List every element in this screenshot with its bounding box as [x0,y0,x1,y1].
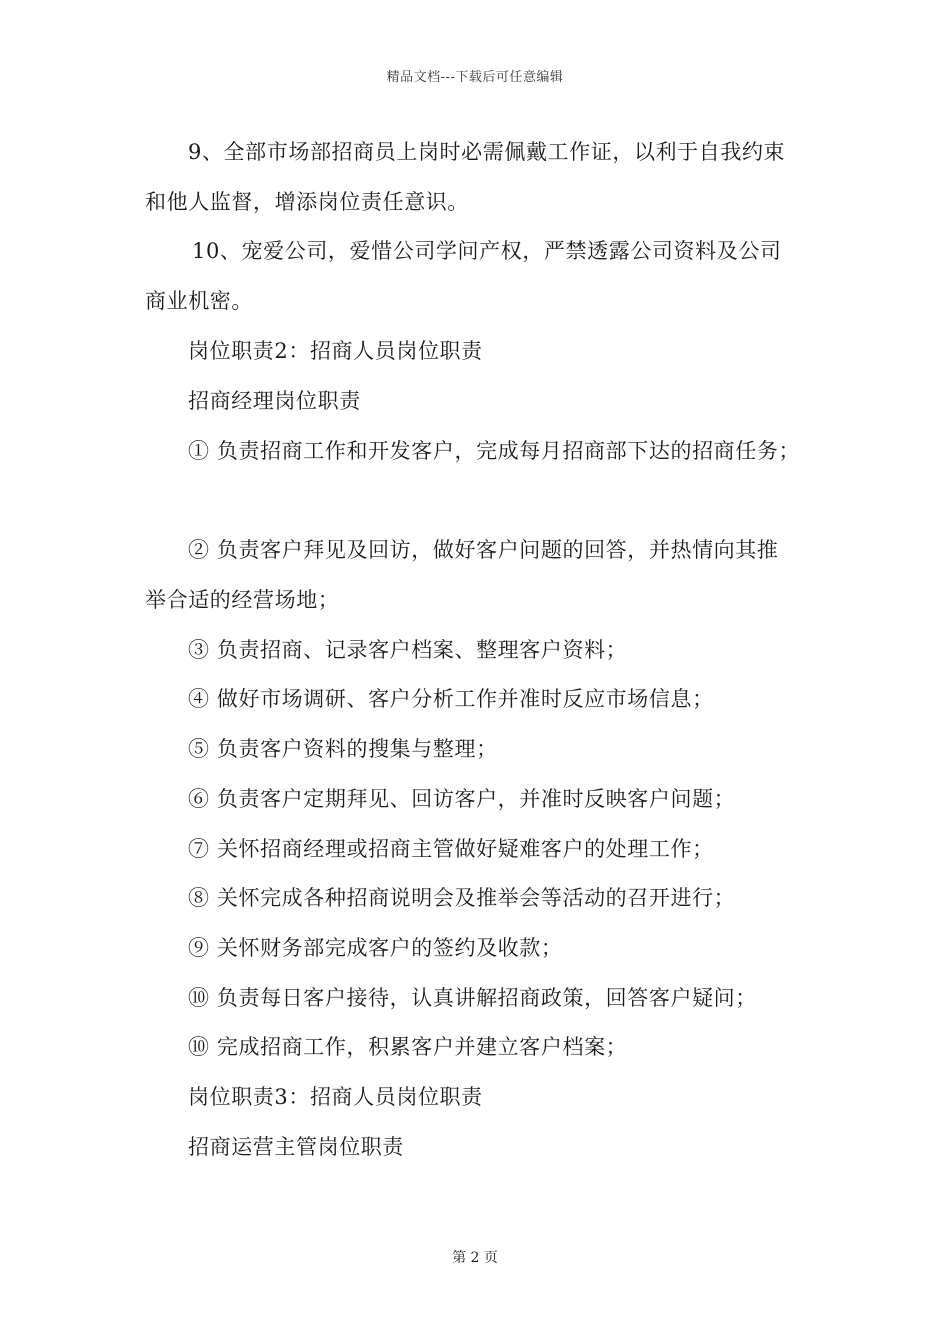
duty-item-2-cont: 举合适的经营场地； [145,588,340,612]
section-heading-3: 岗位职责3：招商人员岗位职责 [188,1085,483,1109]
duty-item-4: ④ 做好市场调研、客户分析工作并准时反应市场信息； [188,687,714,711]
duty-item-5: ⑤ 负责客户资料的搜集与整理； [188,737,498,761]
duty-item-3: ③ 负责招商、记录客户档案、整理客户资料； [188,638,628,662]
duty-item-7: ⑦ 关怀招商经理或招商主管做好疑难客户的处理工作； [188,837,714,861]
paragraph-line-1: 9、全部市场部招商员上岗时必需佩戴工作证，以利于自我约束 [188,140,786,164]
duty-item-9: ⑨ 关怀财务部完成客户的签约及收款； [188,936,563,960]
duty-item-1: ① 负责招商工作和开发客户，完成每月招商部下达的招商任务； [188,439,801,463]
subsection-heading-supervisor: 招商运营主管岗位职责 [188,1135,404,1159]
duty-item-6: ⑥ 负责客户定期拜见、回访客户，并准时反映客户问题； [188,787,736,811]
paragraph-line-2: 和他人监督，增添岗位责任意识。 [145,190,469,214]
duty-item-10: ⑩ 负责每日客户接待，认真讲解招商政策，回答客户疑问； [188,986,757,1010]
paragraph-line-3: 10、宠爱公司，爱惜公司学问产权，严禁透露公司资料及公司 [192,239,782,263]
duty-item-8: ⑧ 关怀完成各种招商说明会及推举会等活动的召开进行； [188,886,736,910]
duty-item-11: ⑩ 完成招商工作，积累客户并建立客户档案； [188,1035,628,1059]
page-number: 第 2 页 [452,1250,498,1266]
paragraph-line-4: 商业机密。 [145,289,253,313]
page-header: 精品文档---下载后可任意编辑 [386,70,564,85]
duty-item-2: ② 负责客户拜见及回访，做好客户问题的回答，并热情向其推 [188,538,779,562]
subsection-heading-manager: 招商经理岗位职责 [188,389,361,413]
section-heading-2: 岗位职责2：招商人员岗位职责 [188,339,483,363]
